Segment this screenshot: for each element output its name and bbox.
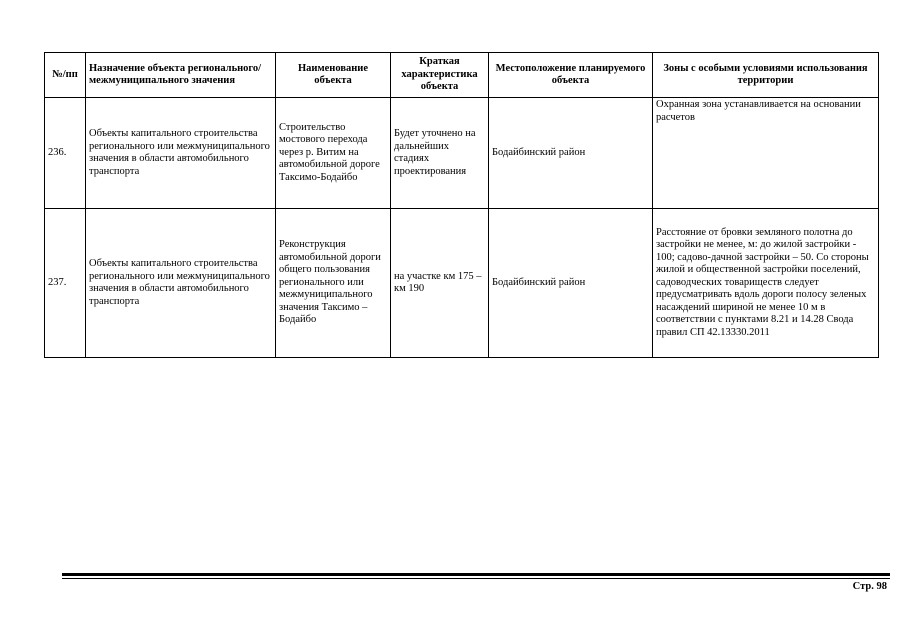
cell-num: 236. — [45, 98, 86, 209]
object-table — [44, 52, 879, 358]
header-purpose: Назначение объекта регионального/ межмуниципального значения — [86, 53, 276, 98]
cell-characteristic: Будет уточнено на дальнейших стадиях проектирования — [391, 98, 489, 209]
cell-name: Реконструкция автомобильной дороги общего пользования регионального или межмуниципального значения Таксимо – Бодайбо — [276, 209, 391, 358]
cell-num: 237. — [45, 209, 86, 358]
page-number: Стр. 98 — [852, 581, 887, 592]
footer-rule-thick — [62, 573, 890, 576]
table-header-row — [45, 53, 879, 98]
header-location: Местоположение планируемого объекта — [489, 53, 653, 98]
cell-purpose: Объекты капитального строительства регионального или межмуниципального значения в области автомобильного транспорта — [86, 209, 276, 358]
cell-zones: Охранная зона устанавливается на основании расчетов — [653, 98, 879, 209]
cell-zones: Расстояние от бровки земляного полотна до застройки не менее, м: до жилой застройки - 100; садово-дачной застройки – 50. Со стороны жилой и общественной застройки поселений, садоводческих товариществ следует предусматривать вдоль дороги полосу зеленых насаждений шириной не менее 10 м в соответствии с пунктами 8.21 и 14.28 Свода правил СП 42.13330.2011 — [653, 209, 879, 358]
cell-purpose: Объекты капитального строительства регионального или межмуниципального значения в области автомобильного транспорта — [86, 98, 276, 209]
cell-location: Бодайбинский район — [489, 98, 653, 209]
header-zones: Зоны с особыми условиями использования территории — [653, 53, 879, 98]
table-row — [45, 98, 879, 209]
header-num: №/пп — [45, 53, 86, 98]
header-characteristic: Краткая характеристика объекта — [391, 53, 489, 98]
cell-characteristic: на участке км 175 – км 190 — [391, 209, 489, 358]
header-name: Наименование объекта — [276, 53, 391, 98]
table-row — [45, 209, 879, 358]
cell-location: Бодайбинский район — [489, 209, 653, 358]
footer-rule-thin — [62, 578, 890, 579]
cell-name: Строительство мостового перехода через р. Витим на автомобильной дороге Таксимо-Бодайбо — [276, 98, 391, 209]
